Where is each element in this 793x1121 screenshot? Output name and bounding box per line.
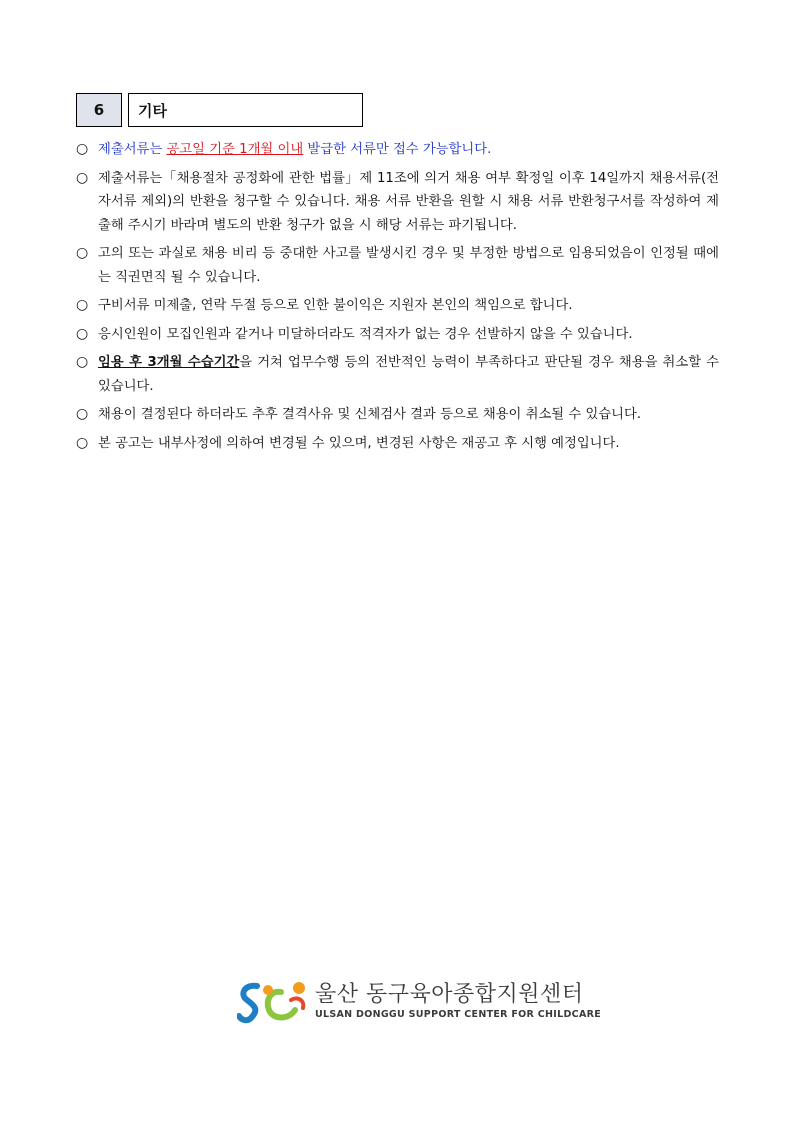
circle-bullet-icon: ○ xyxy=(76,245,89,261)
list-item xyxy=(76,323,719,347)
section-header xyxy=(76,93,363,127)
center-name-en: ULSAN DONGGU SUPPORT CENTER FOR CHILDCARE xyxy=(315,1008,601,1020)
list-item xyxy=(76,432,719,456)
list-item xyxy=(76,138,719,162)
item-text: 제출서류는 xyxy=(98,142,167,157)
footer-logo xyxy=(237,978,601,1024)
circle-bullet-icon: ○ xyxy=(76,434,89,451)
circle-bullet-icon: ○ xyxy=(76,141,89,157)
circle-bullet-icon: ○ xyxy=(76,406,89,422)
item-text: 응시인원이 모집인원과 같거나 미달하더라도 적격자가 없는 경우 선발하지 않을 수 있습니다. xyxy=(98,326,633,342)
list-item xyxy=(76,294,719,318)
circle-bullet-icon: ○ xyxy=(76,354,89,370)
section-number: 6 xyxy=(76,93,122,127)
list-item xyxy=(76,167,719,238)
center-logo-icon xyxy=(237,978,307,1024)
item-text: 구비서류 미제출, 연락 두절 등으로 인한 불이익은 지원자 본인의 책임으로 합니다. xyxy=(98,298,573,313)
item-text: 채용이 결정된다 하더라도 추후 결격사유 및 신체검사 결과 등으로 채용이 취소될 수 있습니다. xyxy=(98,407,642,422)
highlight-text: 공고일 기준 1개월 이내 xyxy=(166,142,304,157)
section-title: 기타 xyxy=(128,93,363,127)
item-text: 고의 또는 과실로 채용 비리 등 중대한 사고를 발생시킨 경우 및 부정한 방법으로 임용되었음이 인정될 때에는 직권면직 될 수 있습니다. xyxy=(98,246,719,285)
list-item xyxy=(76,351,719,398)
list-item xyxy=(76,242,719,289)
logo-text xyxy=(315,983,601,1020)
circle-bullet-icon: ○ xyxy=(76,297,89,313)
item-text: 을 거쳐 업무수행 등의 전반적인 능력이 부족하다고 판단될 경우 채용을 취소할 수 있습니다. xyxy=(98,355,719,394)
list-item xyxy=(76,403,719,427)
item-text: 제출서류는「채용절차 공정화에 관한 법률」제 11조에 의거 채용 여부 확정일 이후 14일까지 채용서류(전자서류 제외)의 반환을 청구할 수 있습니다. 채용 서류 반환을 원할 시 채용 서류 반환청구서를 작성하여 제출해 주시기 바라며 별도의 반환 청구가 없을 시 해당 서류는 파기됩니다. xyxy=(98,170,719,233)
circle-bullet-icon: ○ xyxy=(76,325,89,342)
circle-bullet-icon: ○ xyxy=(76,169,89,186)
item-text: 본 공고는 내부사정에 의하여 변경될 수 있으며, 변경된 사항은 재공고 후 시행 예정입니다. xyxy=(98,435,620,451)
notice-list xyxy=(76,138,719,460)
item-text: 발급한 서류만 접수 가능합니다. xyxy=(303,142,492,157)
highlight-text: 임용 후 3개월 수습기간 xyxy=(98,355,240,370)
center-name-ko: 울산 동구육아종합지원센터 xyxy=(315,981,584,1007)
